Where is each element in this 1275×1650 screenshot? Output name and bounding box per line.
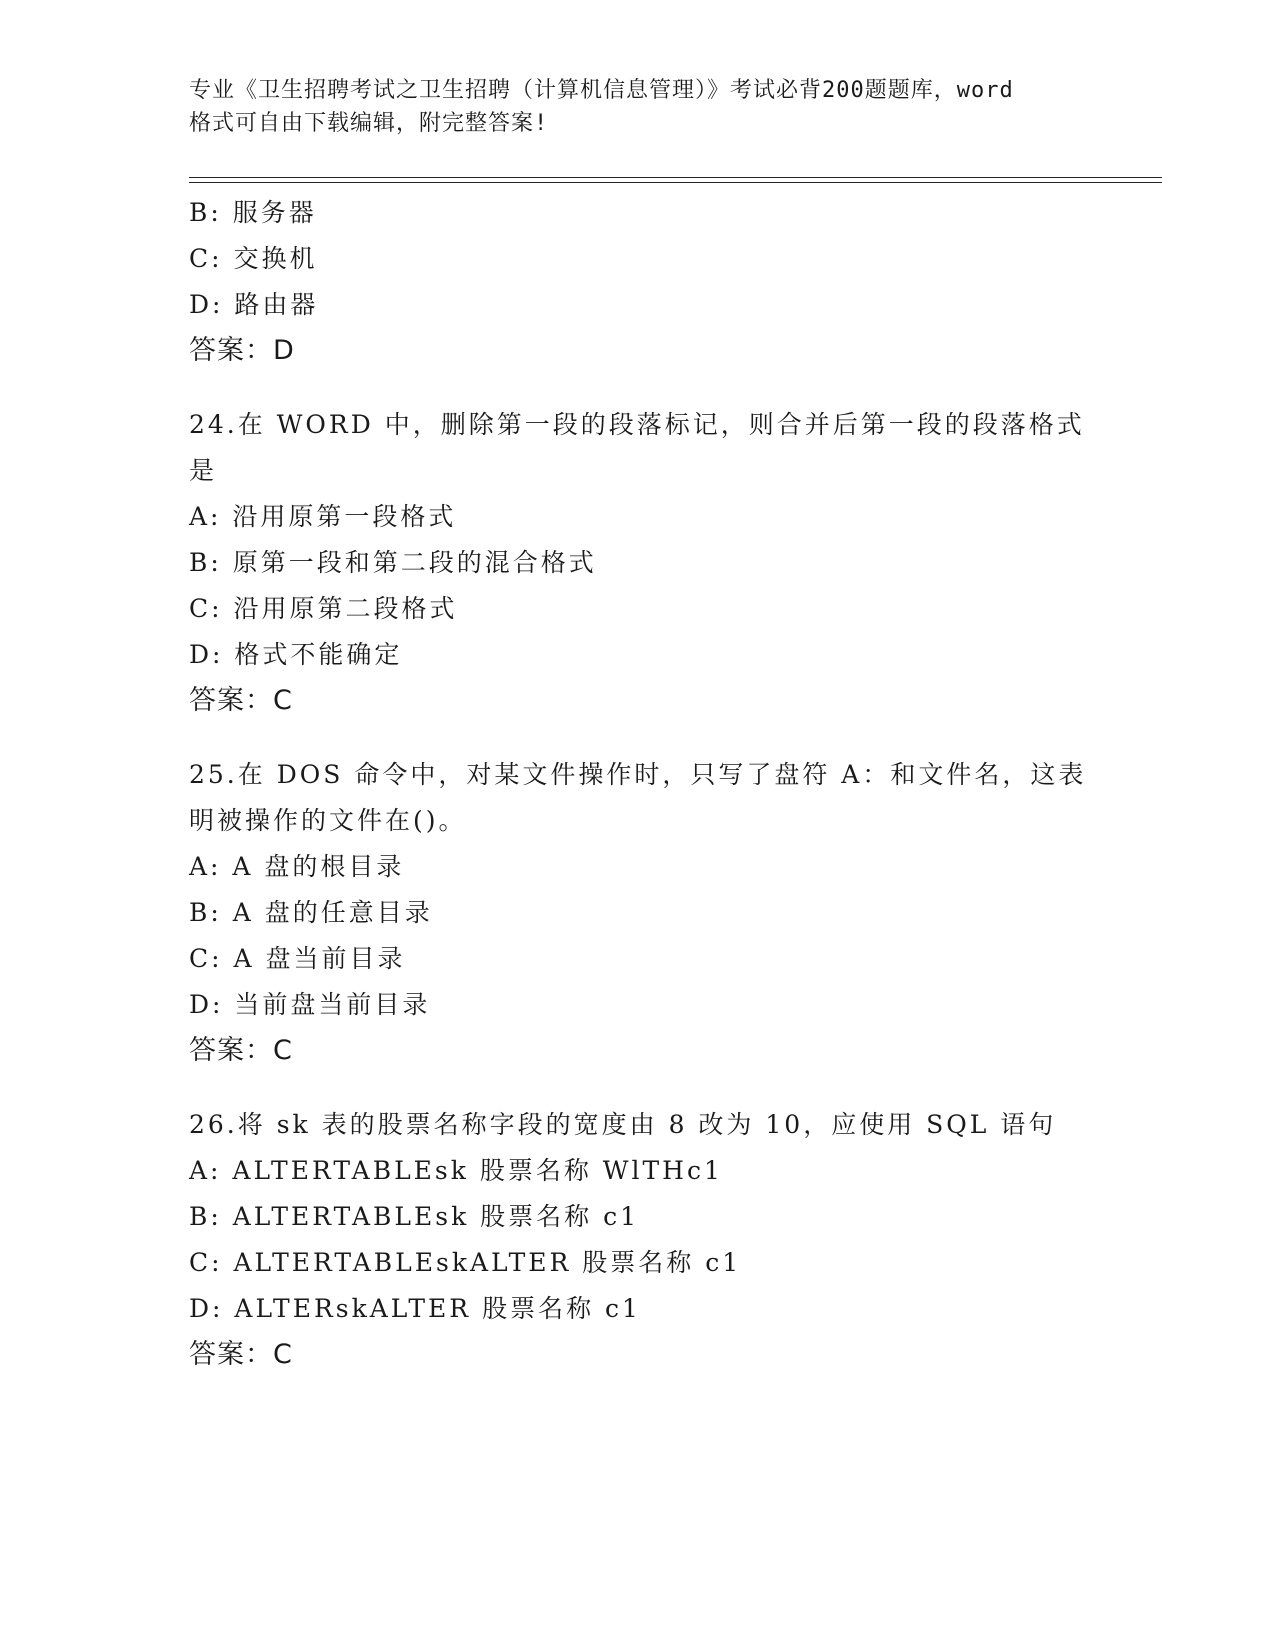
option-a: A: A 盘的根目录 [189,852,405,881]
option-b: B: 原第一段和第二段的混合格式 [189,548,597,577]
option-c: C: 交换机 [189,244,318,273]
answer-line: 答案：D [189,335,295,366]
option-d: D: 路由器 [189,290,319,319]
question-stem-continued: 明被操作的文件在()。 [189,806,467,835]
header-divider-bottom [189,182,1162,183]
header-divider-top [189,177,1162,178]
question-block-25 [189,752,1089,1074]
option-b: B: 服务器 [189,198,317,227]
question-block-24 [189,402,1089,724]
option-d: D: ALTERskALTER 股票名称 c1 [189,1294,641,1323]
question-block-23 [189,190,1089,374]
option-a: A: 沿用原第一段格式 [189,502,457,531]
option-a: A: ALTERTABLEsk 股票名称 WlTHc1 [189,1156,723,1185]
option-d: D: 格式不能确定 [189,640,403,669]
option-c: C: ALTERTABLEskALTER 股票名称 c1 [189,1248,742,1277]
option-d: D: 当前盘当前目录 [189,990,431,1019]
option-b: B: A 盘的任意目录 [189,898,433,927]
option-b: B: ALTERTABLEsk 股票名称 c1 [189,1202,640,1231]
question-stem: 26.将 sk 表的股票名称字段的宽度由 8 改为 10，应使用 SQL 语句 [189,1110,1057,1139]
question-stem-continued: 是 [189,456,218,485]
header-line-2: 格式可自由下载编辑，附完整答案! [189,111,549,136]
option-c: C: A 盘当前目录 [189,944,406,973]
document-header [189,74,1089,140]
question-block-26 [189,1102,1089,1378]
document-body [189,190,1089,1378]
answer-line: 答案：C [189,1035,293,1066]
question-stem: 25.在 DOS 命令中，对某文件操作时，只写了盘符 A：和文件名，这表 [189,760,1087,789]
header-line-1: 专业《卫生招聘考试之卫生招聘（计算机信息管理）》考试必背200题题库，word [189,78,1014,103]
answer-line: 答案：C [189,1339,293,1370]
question-stem: 24.在 WORD 中，删除第一段的段落标记，则合并后第一段的段落格式 [189,410,1085,439]
option-c: C: 沿用原第二段格式 [189,594,458,623]
answer-line: 答案：C [189,685,293,716]
